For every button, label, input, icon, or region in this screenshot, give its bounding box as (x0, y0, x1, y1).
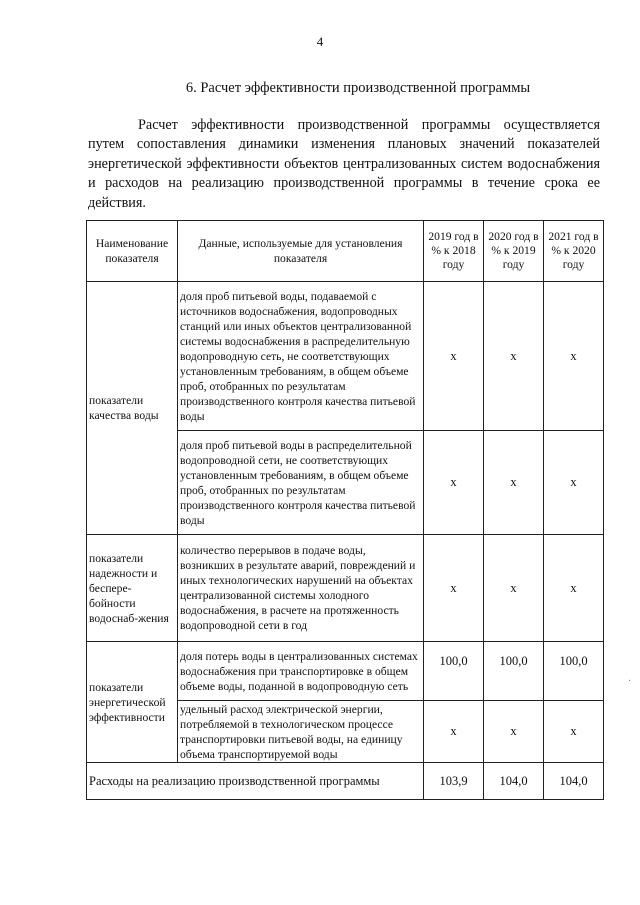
table-row (87, 282, 604, 431)
value-2020: x (484, 431, 544, 535)
row-desc: доля проб питьевой воды в распределительной водопроводной сети, не соответствующих установленным требованиям, в общем объеме проб, отобранных по результатам производственного контроля качества питьевой воды (178, 431, 424, 535)
value-2020: 100,0 (484, 642, 544, 701)
page-number: 4 (316, 34, 324, 49)
intro-paragraph: Расчет эффективности производственной программы осуществляется путем сопоставления динамики изменения плановых значений показателей энергетической эффективности объектов централизованных систем водоснабжения и расходов на реализацию производственной программы в течение срока ее действия. (88, 117, 600, 211)
value-2021: x (544, 282, 604, 431)
row-desc: доля проб питьевой воды, подаваемой с источников водоснабжения, водопроводных станций или иных объектов централизованной системы водоснабжения в распределительную водопроводную сеть, не соответствующих установленным требованиям, в общем объеме проб, отобранных по результатам производственного контроля качества питьевой воды (178, 282, 424, 431)
efficiency-table (86, 220, 604, 800)
header-2020: 2020 год в % к 2019 году (484, 221, 544, 282)
value-2021: 100,0 (544, 642, 604, 701)
group-energy: показатели энергетической эффективности (87, 642, 178, 763)
header-2019: 2019 год в % к 2018 году (424, 221, 484, 282)
value-2021: x (544, 535, 604, 642)
row-desc: удельный расход электрической энергии, потребляемой в технологическом процессе транспортировки питьевой воды, на единицу объема транспортируемой воды (178, 701, 424, 763)
total-2021: 104,0 (544, 763, 604, 800)
header-name: Наименование показателя (87, 221, 178, 282)
value-2020: x (484, 282, 544, 431)
row-desc: доля потерь воды в централизованных системах водоснабжения при транспортировке в общем объеме воды, поданной в водопроводную сеть (178, 642, 424, 701)
value-2019: x (424, 431, 484, 535)
value-2020: x (484, 535, 544, 642)
group-reliability: показатели надежности и беспере-бойности водоснаб-жения (87, 535, 178, 642)
table-row (87, 642, 604, 701)
section-heading: 6. Расчет эффективности производственной программы (185, 80, 531, 96)
table-row (87, 535, 604, 642)
header-2021: 2021 год в % к 2020 году (544, 221, 604, 282)
group-quality: показатели качества воды (87, 282, 178, 535)
value-2019: x (424, 282, 484, 431)
total-label: Расходы на реализацию производственной программы (87, 763, 424, 800)
header-data: Данные, используемые для установления показателя (178, 221, 424, 282)
value-2021: x (544, 701, 604, 763)
value-2021: x (544, 431, 604, 535)
total-2019: 103,9 (424, 763, 484, 800)
total-row (87, 763, 604, 800)
table-header-row (87, 221, 604, 282)
total-2020: 104,0 (484, 763, 544, 800)
value-2019: 100,0 (424, 642, 484, 701)
value-2019: x (424, 535, 484, 642)
row-desc: количество перерывов в подаче воды, возникших в результате аварий, повреждений и иных технологических нарушений на объектах централизованной системы холодного водоснабжения, в расчете на протяженность водопроводной сети в год (178, 535, 424, 642)
value-2020: x (484, 701, 544, 763)
value-2019: x (424, 701, 484, 763)
scan-edge-mark: · (628, 676, 632, 687)
